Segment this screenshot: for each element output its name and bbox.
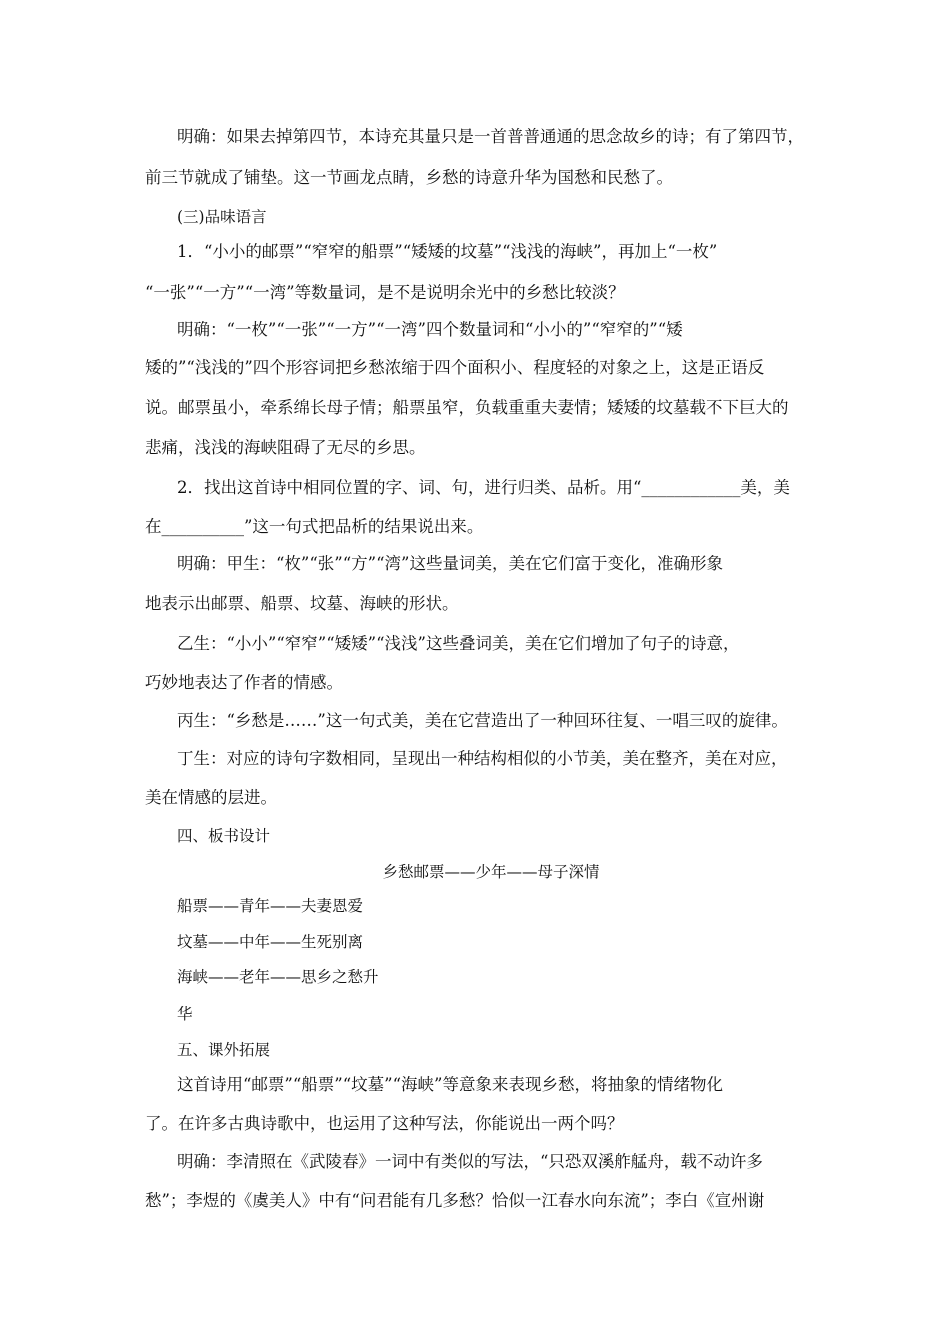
paragraph-line: 明确：如果去掉第四节，本诗充其量只是一首普普通通的思念故乡的诗；有了第四节， [177,127,804,146]
section-heading: (三)品味语言 [177,208,267,226]
paragraph-line: 丙生：“乡愁是……”这一句式美，美在它营造出了一种回环往复、一唱三叹的旋律。 [177,711,788,730]
board-design-line: 船票——青年——夫妻恩爱 [177,897,364,915]
question-line: “一张”“一方”“一湾”等数量词，是不是说明余光中的乡愁比较淡？ [145,283,625,302]
paragraph-line: 明确：甲生：“枚”“张”“方”“湾”这些量词美，美在它们富于变化，准确形象 [177,554,723,573]
board-design-line: 坟墓——中年——生死别离 [177,933,364,951]
question-line: 在__________”这一句式把品析的结果说出来。 [145,517,484,536]
paragraph-line: 了。在许多古典诗歌中，也运用了这种写法，你能说出一两个吗？ [145,1114,624,1133]
board-design-line: 海峡——老年——思乡之愁升 [177,968,379,986]
paragraph-line: 巧妙地表达了作者的情感。 [145,673,343,692]
board-design-line: 华 [177,1005,193,1023]
paragraph-line: 矮的”“浅浅的”四个形容词把乡愁浓缩于四个面积小、程度轻的对象之上，这是正语反 [145,358,765,377]
board-design-line: 乡愁邮票——少年——母子深情 [382,863,600,881]
question-line: 1．“小小的邮票”“窄窄的船票”“矮矮的坟墓”“浅浅的海峡”，再加上“一枚” [177,242,718,261]
paragraph-line: 乙生：“小小”“窄窄”“矮矮”“浅浅”这些叠词美，美在它们增加了句子的诗意， [177,634,740,653]
paragraph-line: 说。邮票虽小，牵系绵长母子情；船票虽窄，负载重重夫妻情；矮矮的坟墓载不下巨大的 [145,398,789,417]
paragraph-line: 悲痛，浅浅的海峡阻碍了无尽的乡思。 [145,438,426,457]
paragraph-line: 这首诗用“邮票”“船票”“坟墓”“海峡”等意象来表现乡愁，将抽象的情绪物化 [177,1075,723,1094]
paragraph-line: 愁”；李煜的《虞美人》中有“问君能有几多愁？恰似一江春水向东流”；李白《宣州谢 [145,1191,765,1210]
paragraph-line: 地表示出邮票、船票、坟墓、海峡的形状。 [145,594,459,613]
section-heading: 五、课外拓展 [177,1041,271,1059]
paragraph-line: 美在情感的层进。 [145,788,277,807]
paragraph-line: 前三节就成了铺垫。这一节画龙点睛，乡愁的诗意升华为国愁和民愁了。 [145,168,673,187]
paragraph-line: 明确：“一枚”“一张”“一方”“一湾”四个数量词和“小小的”“窄窄的”“矮 [177,320,683,339]
question-line: 2．找出这首诗中相同位置的字、词、句，进行归类、品析。用“____________美，美 [177,478,790,497]
paragraph-line: 明确：李清照在《武陵春》一词中有类似的写法，“只恐双溪舴艋舟，载不动许多 [177,1152,763,1171]
section-heading: 四、板书设计 [177,827,271,845]
paragraph-line: 丁生：对应的诗句字数相同，呈现出一种结构相似的小节美，美在整齐，美在对应， [177,749,788,768]
